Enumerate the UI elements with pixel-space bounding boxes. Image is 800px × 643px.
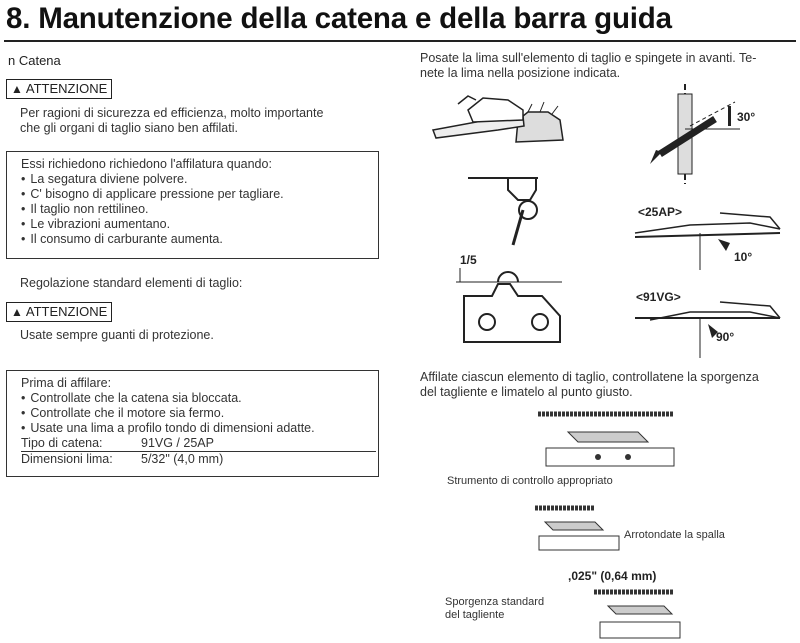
caption-standard-projection	[445, 596, 544, 622]
gauge-tool-illustration-2	[535, 500, 625, 552]
warning-triangle-icon: ▲	[11, 82, 23, 96]
list-item: • Usate una lima a profilo tondo di dimensioni adatte.	[21, 421, 378, 436]
list-item: • Controllate che la catena sia bloccata.	[21, 391, 378, 406]
list-item: • Le vibrazioni aumentano.	[21, 217, 378, 232]
ratio-label: 1/5	[460, 253, 477, 267]
title-divider	[4, 40, 796, 42]
box-heading: Prima di affilare:	[21, 376, 112, 390]
chain-91vg-label: <91VG>	[636, 290, 681, 304]
intro-paragraph	[20, 106, 323, 136]
section-title: n Catena	[8, 53, 61, 68]
file-holder-side-illustration	[468, 160, 558, 250]
list-item: • Controllate che il motore sia fermo.	[21, 406, 378, 421]
file-instruction-text	[420, 51, 756, 81]
chainsaw-on-stump-illustration	[428, 90, 578, 150]
spec-label: Tipo di catena:	[21, 436, 103, 450]
caption-line: del tagliente	[445, 609, 505, 621]
warning-text: ATTENZIONE	[25, 304, 108, 319]
gloves-text: Usate sempre guanti di protezione.	[20, 328, 214, 342]
warning-text: ATTENZIONE	[25, 81, 108, 96]
caption-round-shoulder: Arrotondate la spalla	[624, 529, 725, 541]
depth-value-label: ,025" (0,64 mm)	[568, 569, 657, 583]
intro-line: Per ragioni di sicurezza ed efficienza, molto importante	[20, 106, 324, 120]
spec-row-chain-type	[21, 436, 376, 452]
before-sharpening-box	[6, 370, 379, 477]
page-title: 8. Manutenzione della catena e della barra guida	[6, 2, 672, 35]
spec-label: Dimensioni lima:	[21, 452, 113, 466]
warning-triangle-icon: ▲	[11, 305, 23, 319]
chain-25ap-label: <25AP>	[638, 205, 683, 219]
list-item: • Il taglio non rettilineo.	[21, 202, 378, 217]
warning-label-2	[6, 302, 112, 322]
spec-value: 91VG / 25AP	[141, 436, 214, 450]
file-angle-30-illustration	[640, 84, 790, 184]
box-heading: Essi richiedono richiedono l'affilatura quando:	[21, 157, 272, 171]
spec-value: 5/32" (4,0 mm)	[141, 452, 224, 466]
instruction-line: Posate la lima sull'elemento di taglio e spingete in avanti. Te-	[420, 51, 757, 65]
standard-adjustment-text: Regolazione standard elementi di taglio:	[20, 276, 243, 290]
angle-30-label: 30°	[737, 110, 756, 124]
sharpen-instruction-text	[420, 370, 759, 400]
instruction-line: del tagliente e limatelo al punto giusto.	[420, 385, 633, 399]
gauge-tool-illustration-1	[538, 404, 678, 468]
caption-line: Sporgenza standard	[445, 596, 545, 608]
intro-line: che gli organi di taglio siano ben affilati.	[20, 121, 238, 135]
angle-90-label: 90°	[716, 330, 735, 344]
instruction-line: nete la lima nella posizione indicata.	[420, 66, 621, 80]
list-item: • La segatura diviene polvere.	[21, 172, 378, 187]
caption-gauge-tool: Strumento di controllo appropriato	[447, 475, 613, 487]
list-item: • Il consumo di carburante aumenta.	[21, 232, 378, 247]
sharpening-conditions-box	[6, 151, 379, 259]
list-item: • C' bisogno di applicare pressione per tagliare.	[21, 187, 378, 202]
spec-row-file-size	[21, 452, 376, 467]
depth-gauge-illustration	[452, 256, 567, 346]
instruction-line: Affilate ciascun elemento di taglio, controllatene la sporgenza	[420, 370, 759, 384]
angle-10-label: 10°	[734, 250, 753, 264]
gauge-tool-illustration-3	[594, 584, 684, 640]
warning-label-1	[6, 79, 112, 99]
